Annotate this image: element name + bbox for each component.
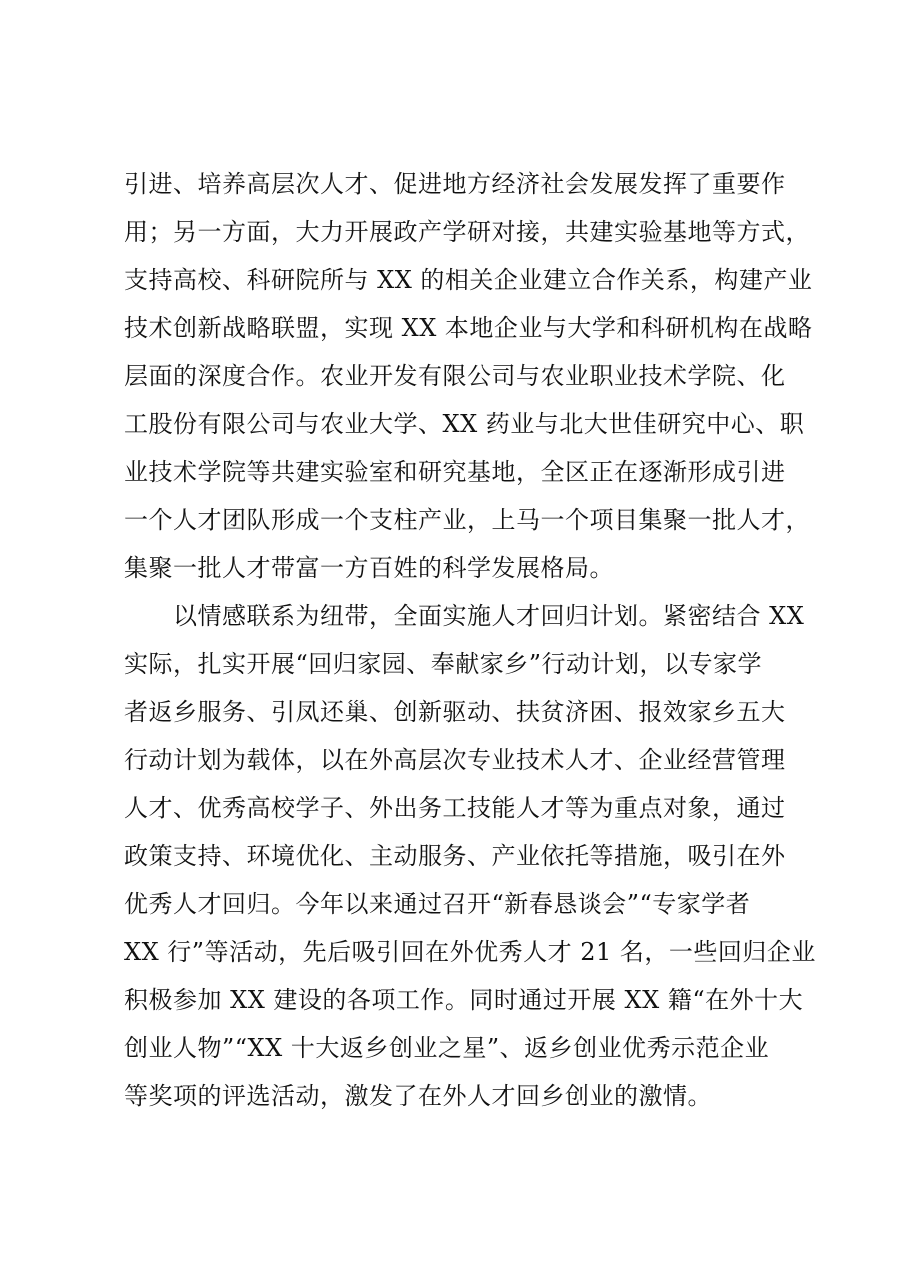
paragraph-1-line: 支持高校、科研院所与 XX 的相关企业建立合作关系，构建产业: [124, 266, 813, 294]
paragraph-2-line: 政策支持、环境优化、主动服务、产业依托等措施，吸引在外: [124, 842, 786, 870]
paragraph-1-line: 技术创新战略联盟，实现 XX 本地企业与大学和科研机构在战略: [124, 314, 813, 342]
paragraph-2-line: 行动计划为载体，以在外高层次专业技术人才、企业经营管理: [124, 746, 786, 774]
paragraph-2-first-line: 以情感联系为纽带，全面实施人才回归计划。紧密结合 XX: [173, 602, 805, 630]
paragraph-1-line: 用；另一方面，大力开展政产学研对接，共建实验基地等方式，: [124, 218, 810, 246]
paragraph-2-line: 者返乡服务、引凤还巢、创新驱动、扶贫济困、报效家乡五大: [124, 698, 786, 726]
paragraph-1-line: 引进、培养高层次人才、促进地方经济社会发展发挥了重要作: [124, 170, 786, 198]
paragraph-1-line: 一个人才团队形成一个支柱产业，上马一个项目集聚一批人才，: [124, 506, 810, 534]
paragraph-1-line: 业技术学院等共建实验室和研究基地，全区正在逐渐形成引进: [124, 458, 786, 486]
paragraph-2-line: 积极参加 XX 建设的各项工作。同时通过开展 XX 籍“在外十大: [124, 986, 804, 1014]
paragraph-1-line: 层面的深度合作。农业开发有限公司与农业职业技术学院、化: [124, 362, 786, 390]
paragraph-1-line: 集聚一批人才带富一方百姓的科学发展格局。: [124, 554, 614, 582]
paragraph-2-line: 人才、优秀高校学子、外出务工技能人才等为重点对象，通过: [124, 794, 786, 822]
paragraph-1: [124, 160, 813, 592]
paragraph-2: [124, 592, 816, 1120]
paragraph-2-line: XX 行”等活动，先后吸引回在外优秀人才 21 名，一些回归企业: [124, 938, 816, 966]
paragraph-2-line: 创业人物”“XX 十大返乡创业之星”、返乡创业优秀示范企业: [124, 1034, 770, 1062]
paragraph-1-line: 工股份有限公司与农业大学、XX 药业与北大世佳研究中心、职: [124, 410, 805, 438]
paragraph-2-line: 等奖项的评选活动，激发了在外人才回乡创业的激情。: [124, 1082, 712, 1110]
paragraph-2-line: 优秀人才回归。今年以来通过召开“新春恳谈会”“专家学者: [124, 890, 751, 918]
paragraph-2-line: 实际，扎实开展“回归家园、奉献家乡”行动计划，以专家学: [124, 650, 763, 678]
document-body: [124, 160, 816, 1120]
